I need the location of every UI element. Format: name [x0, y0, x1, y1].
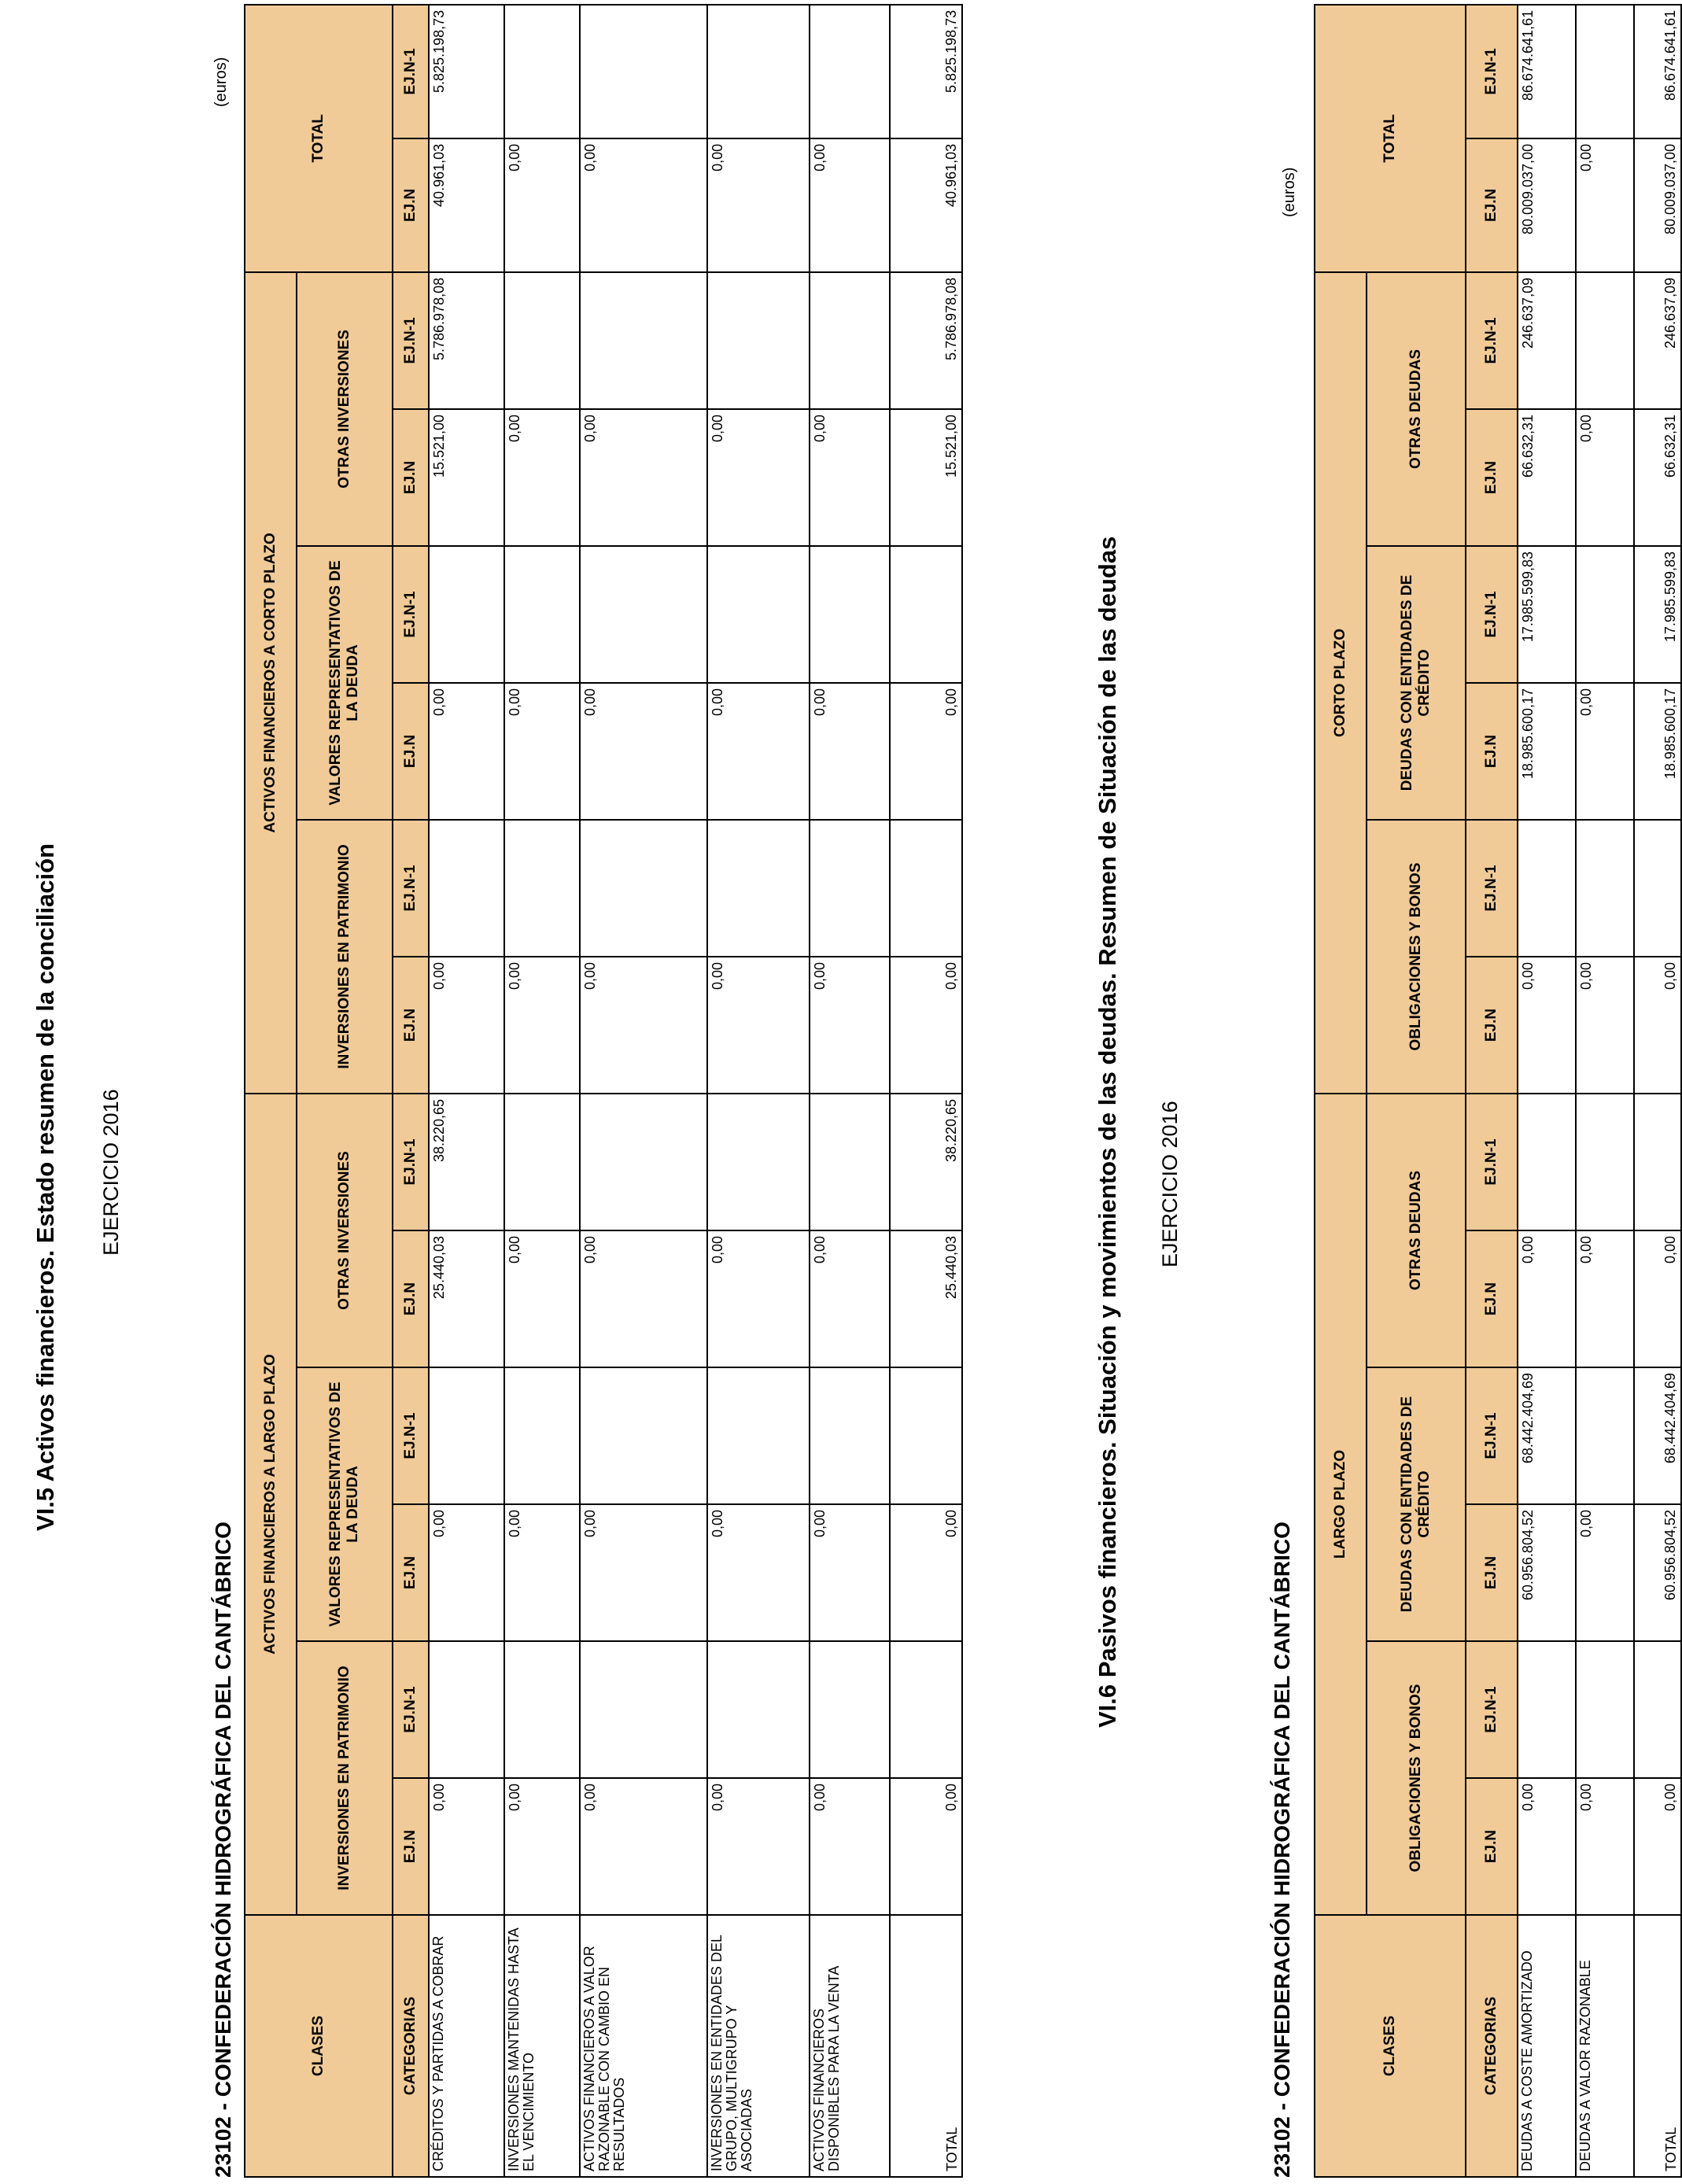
value-cell: 0,00: [1576, 1504, 1634, 1641]
ej-n-header: EJ.N: [393, 1230, 429, 1367]
table-row: [1518, 5, 1576, 2177]
value-cell: [810, 5, 890, 138]
value-cell: [1634, 820, 1681, 957]
value-cell: 68.442.404,69: [1518, 1367, 1576, 1504]
value-cell: 17.985.599,83: [1634, 546, 1681, 683]
vi5-units: (euros): [212, 57, 230, 107]
table-row: [580, 5, 707, 2177]
value-cell: [810, 1367, 890, 1504]
value-cell: 0,00: [504, 1230, 580, 1367]
value-cell: [580, 1094, 707, 1230]
value-cell: [810, 272, 890, 409]
ej-n-header: EJ.N: [393, 1778, 429, 1915]
value-cell: 40.961,03: [429, 138, 504, 272]
row-label: INVERSIONES EN ENTIDADES DEL GRUPO, MULTIGRUPO Y ASOCIADAS: [707, 1915, 810, 2177]
row-label: CRÉDITOS Y PARTIDAS A COBRAR: [429, 1915, 504, 2177]
vi6-table: [1314, 4, 1682, 2178]
value-cell: 0,00: [429, 1504, 504, 1641]
value-cell: 5.786.978,08: [429, 272, 504, 409]
ej-n1-header: EJ.N-1: [393, 5, 429, 138]
value-cell: 0,00: [429, 1778, 504, 1915]
value-cell: 0,00: [707, 683, 810, 820]
corto-plazo-header: CORTO PLAZO: [1315, 272, 1367, 1094]
value-cell: [890, 546, 962, 683]
group-header: OTRAS DEUDAS: [1367, 1094, 1466, 1367]
total-header: TOTAL: [245, 5, 393, 272]
value-cell: 17.985.599,83: [1518, 546, 1576, 683]
ej-n1-header: EJ.N-1: [1466, 1367, 1518, 1504]
vi5-entity: 23102 - CONFEDERACIÓN HIDROGRÁFICA DEL CANTÁBRICO: [211, 1522, 235, 2178]
ej-n1-header: EJ.N-1: [393, 272, 429, 409]
value-cell: [810, 820, 890, 957]
ej-n1-header: EJ.N-1: [1466, 5, 1518, 138]
value-cell: 86.674.641,61: [1518, 5, 1576, 138]
value-cell: [580, 272, 707, 409]
value-cell: [707, 546, 810, 683]
ej-n1-header: EJ.N-1: [1466, 820, 1518, 957]
value-cell: 0,00: [1576, 409, 1634, 546]
ej-n-header: EJ.N: [1466, 1230, 1518, 1367]
value-cell: 0,00: [810, 1230, 890, 1367]
table-row: [1576, 5, 1634, 2177]
group-header: INVERSIONES EN PATRIMONIO: [297, 820, 393, 1094]
value-cell: 0,00: [1576, 957, 1634, 1094]
value-cell: 66.632,31: [1518, 409, 1576, 546]
value-cell: 0,00: [1634, 957, 1681, 1094]
table-row: [504, 5, 580, 2177]
value-cell: [580, 1641, 707, 1778]
value-cell: 0,00: [890, 957, 962, 1094]
ej-n1-header: EJ.N-1: [1466, 272, 1518, 409]
ej-n-header: EJ.N: [1466, 957, 1518, 1094]
value-cell: 0,00: [810, 683, 890, 820]
ej-n-header: EJ.N: [393, 138, 429, 272]
value-cell: [429, 546, 504, 683]
value-cell: 0,00: [429, 957, 504, 1094]
value-cell: 86.674.641,61: [1634, 5, 1681, 138]
value-cell: [1518, 1094, 1576, 1230]
ej-n-header: EJ.N: [393, 683, 429, 820]
group-header: OTRAS DEUDAS: [1367, 272, 1466, 546]
value-cell: [429, 1641, 504, 1778]
value-cell: 0,00: [810, 1504, 890, 1641]
value-cell: [504, 1094, 580, 1230]
value-cell: 0,00: [1576, 683, 1634, 820]
vi5-ejercicio: EJERCICIO 2016: [99, 1089, 123, 1256]
ej-n-header: EJ.N: [393, 957, 429, 1094]
group-header: OTRAS INVERSIONES: [297, 1094, 393, 1367]
value-cell: [1518, 820, 1576, 957]
value-cell: 0,00: [810, 138, 890, 272]
value-cell: 0,00: [707, 138, 810, 272]
value-cell: 246.637,09: [1634, 272, 1681, 409]
ej-n1-header: EJ.N-1: [393, 546, 429, 683]
ej-n-header: EJ.N: [1466, 1778, 1518, 1915]
group-header: DEUDAS CON ENTIDADES DE CRÉDITO: [1367, 546, 1466, 820]
value-cell: [707, 820, 810, 957]
value-cell: 60.956.804,52: [1634, 1504, 1681, 1641]
value-cell: 60.956.804,52: [1518, 1504, 1576, 1641]
value-cell: 0,00: [580, 1504, 707, 1641]
value-cell: [810, 546, 890, 683]
value-cell: 0,00: [1576, 1230, 1634, 1367]
value-cell: [580, 1367, 707, 1504]
row-label: ACTIVOS FINANCIEROS DISPONIBLES PARA LA VENTA: [810, 1915, 890, 2177]
value-cell: [890, 820, 962, 957]
value-cell: 0,00: [504, 957, 580, 1094]
value-cell: 5.825.198,73: [429, 5, 504, 138]
value-cell: 0,00: [580, 1778, 707, 1915]
row-label: TOTAL: [1634, 1915, 1681, 2177]
value-cell: 40.961,03: [890, 138, 962, 272]
table-row: [1634, 5, 1681, 2177]
value-cell: 0,00: [1518, 1778, 1576, 1915]
value-cell: 18.985.600,17: [1518, 683, 1576, 820]
value-cell: [504, 1367, 580, 1504]
value-cell: 0,00: [1518, 957, 1576, 1094]
value-cell: 0,00: [890, 1778, 962, 1915]
total-header: TOTAL: [1315, 5, 1466, 272]
vi6-title: VI.6 Pasivos financieros. Situación y movimientos de las deudas. Resumen de Situación de las deudas: [1094, 536, 1121, 1728]
value-cell: 246.637,09: [1518, 272, 1576, 409]
group-header: VALORES REPRESENTATIVOS DE LA DEUDA: [297, 1367, 393, 1641]
vi6-units: (euros): [1281, 167, 1298, 217]
largo-plazo-header: ACTIVOS FINANCIEROS A LARGO PLAZO: [245, 1094, 297, 1915]
value-cell: 0,00: [707, 1778, 810, 1915]
group-header: INVERSIONES EN PATRIMONIO: [297, 1641, 393, 1915]
value-cell: [1576, 272, 1634, 409]
row-label: ACTIVOS FINANCIEROS A VALOR RAZONABLE CON CAMBIO EN RESULTADOS: [580, 1915, 707, 2177]
value-cell: 0,00: [580, 683, 707, 820]
value-cell: 0,00: [1634, 1778, 1681, 1915]
row-label: INVERSIONES MANTENIDAS HASTA EL VENCIMIENTO: [504, 1915, 580, 2177]
value-cell: [1634, 1641, 1681, 1778]
row-label: DEUDAS A COSTE AMORTIZADO: [1518, 1915, 1576, 2177]
categorias-header: CATEGORIAS: [393, 1915, 429, 2177]
value-cell: [504, 1641, 580, 1778]
value-cell: 0,00: [1576, 1778, 1634, 1915]
value-cell: [1576, 5, 1634, 138]
value-cell: 0,00: [580, 409, 707, 546]
value-cell: 0,00: [504, 1778, 580, 1915]
value-cell: 0,00: [1634, 1230, 1681, 1367]
group-header: VALORES REPRESENTATIVOS DE LA DEUDA: [297, 546, 393, 820]
value-cell: 25.440,03: [429, 1230, 504, 1367]
value-cell: 25.440,03: [890, 1230, 962, 1367]
value-cell: 0,00: [810, 957, 890, 1094]
value-cell: [707, 1094, 810, 1230]
vi6-entity: 23102 - CONFEDERACIÓN HIDROGRÁFICA DEL CANTÁBRICO: [1270, 1522, 1294, 2178]
ej-n1-header: EJ.N-1: [1466, 1094, 1518, 1230]
value-cell: [429, 820, 504, 957]
ej-n1-header: EJ.N-1: [1466, 1641, 1518, 1778]
ej-n-header: EJ.N: [1466, 683, 1518, 820]
row-label: TOTAL: [890, 1915, 962, 2177]
value-cell: 0,00: [890, 683, 962, 820]
value-cell: [810, 1094, 890, 1230]
value-cell: 0,00: [707, 1230, 810, 1367]
value-cell: 0,00: [504, 138, 580, 272]
row-label: DEUDAS A VALOR RAZONABLE: [1576, 1915, 1634, 2177]
value-cell: [429, 1367, 504, 1504]
ej-n-header: EJ.N: [393, 1504, 429, 1641]
group-header: OTRAS INVERSIONES: [297, 272, 393, 546]
value-cell: 0,00: [504, 1504, 580, 1641]
table-row: [429, 5, 504, 2177]
value-cell: [890, 1367, 962, 1504]
value-cell: [890, 1641, 962, 1778]
value-cell: 0,00: [580, 138, 707, 272]
value-cell: 0,00: [429, 683, 504, 820]
ej-n1-header: EJ.N-1: [393, 1094, 429, 1230]
value-cell: 15.521,00: [890, 409, 962, 546]
value-cell: [1576, 1641, 1634, 1778]
value-cell: 5.786.978,08: [890, 272, 962, 409]
value-cell: [1576, 1367, 1634, 1504]
categorias-header: CATEGORIAS: [1466, 1915, 1518, 2177]
value-cell: [580, 820, 707, 957]
ej-n1-header: EJ.N-1: [393, 820, 429, 957]
clases-header: CLASES: [245, 1915, 393, 2177]
value-cell: 0,00: [1576, 138, 1634, 272]
group-header: OBLIGACIONES Y BONOS: [1367, 1641, 1466, 1915]
value-cell: [707, 1367, 810, 1504]
value-cell: 80.009.037,00: [1634, 138, 1681, 272]
value-cell: [810, 1641, 890, 1778]
vi5-title: VI.5 Activos financieros. Estado resumen de la conciliación: [31, 843, 59, 1531]
value-cell: [580, 546, 707, 683]
group-header: DEUDAS CON ENTIDADES DE CRÉDITO: [1367, 1367, 1466, 1641]
ej-n-header: EJ.N: [1466, 409, 1518, 546]
value-cell: [1518, 1641, 1576, 1778]
table-row: [810, 5, 890, 2177]
value-cell: 0,00: [810, 1778, 890, 1915]
largo-plazo-header: LARGO PLAZO: [1315, 1094, 1367, 1915]
value-cell: [1576, 546, 1634, 683]
ej-n-header: EJ.N: [393, 409, 429, 546]
value-cell: 0,00: [707, 409, 810, 546]
ej-n-header: EJ.N: [1466, 1504, 1518, 1641]
value-cell: 15.521,00: [429, 409, 504, 546]
table-row: [890, 5, 962, 2177]
value-cell: 5.825.198,73: [890, 5, 962, 138]
value-cell: 0,00: [810, 409, 890, 546]
value-cell: [580, 5, 707, 138]
value-cell: 0,00: [504, 683, 580, 820]
value-cell: 68.442.404,69: [1634, 1367, 1681, 1504]
group-header: OBLIGACIONES Y BONOS: [1367, 820, 1466, 1094]
value-cell: 0,00: [1518, 1230, 1576, 1367]
value-cell: [707, 272, 810, 409]
value-cell: [707, 5, 810, 138]
value-cell: [504, 820, 580, 957]
ej-n1-header: EJ.N-1: [393, 1367, 429, 1504]
vi6-table-body: [1518, 5, 1681, 2177]
value-cell: 0,00: [580, 1230, 707, 1367]
value-cell: [1576, 1094, 1634, 1230]
vi6-ejercicio: EJERCICIO 2016: [1158, 1101, 1182, 1267]
value-cell: 18.985.600,17: [1634, 683, 1681, 820]
value-cell: 0,00: [580, 957, 707, 1094]
value-cell: [1576, 820, 1634, 957]
table-row: [707, 5, 810, 2177]
value-cell: 0,00: [707, 1504, 810, 1641]
value-cell: [504, 272, 580, 409]
value-cell: [707, 1641, 810, 1778]
vi5-table-body: [429, 5, 962, 2177]
ej-n1-header: EJ.N-1: [393, 1641, 429, 1778]
value-cell: 66.632,31: [1634, 409, 1681, 546]
value-cell: [504, 5, 580, 138]
value-cell: [1634, 1094, 1681, 1230]
value-cell: 0,00: [890, 1504, 962, 1641]
value-cell: [504, 546, 580, 683]
value-cell: 0,00: [504, 409, 580, 546]
value-cell: 0,00: [707, 957, 810, 1094]
ej-n1-header: EJ.N-1: [1466, 546, 1518, 683]
value-cell: 38.220,65: [429, 1094, 504, 1230]
clases-header: CLASES: [1315, 1915, 1466, 2177]
corto-plazo-header: ACTIVOS FINANCIEROS A CORTO PLAZO: [245, 272, 297, 1094]
value-cell: 38.220,65: [890, 1094, 962, 1230]
ej-n-header: EJ.N: [1466, 138, 1518, 272]
value-cell: 80.009.037,00: [1518, 138, 1576, 272]
vi5-table: [244, 4, 963, 2178]
